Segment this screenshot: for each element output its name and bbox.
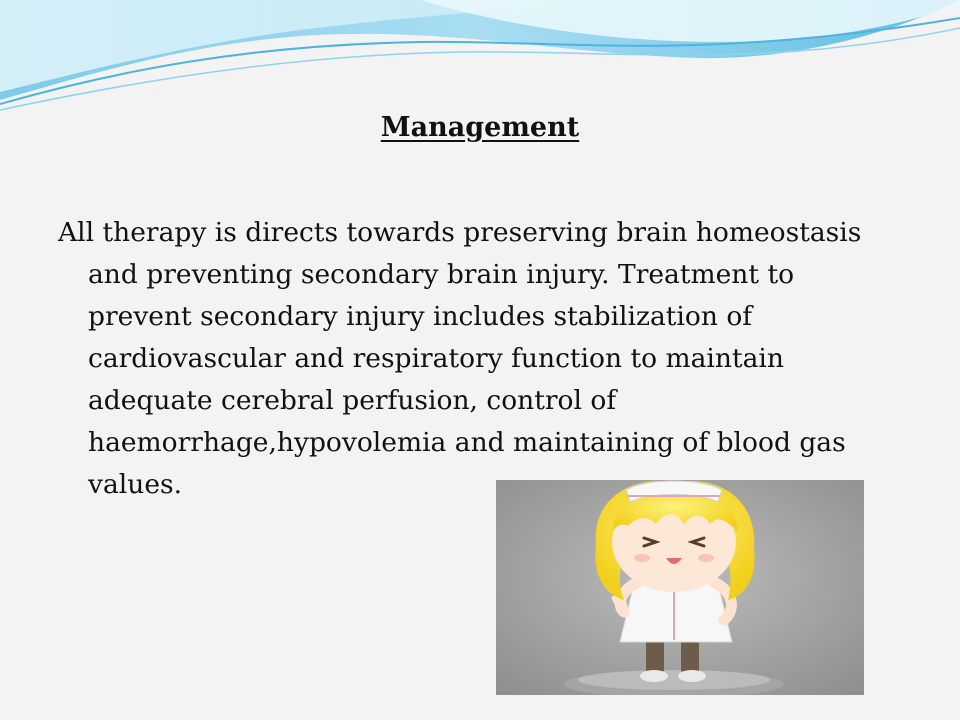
body-paragraph: All therapy is directs towards preserving brain homeostasis and preventing secondary brain injury. Treatment to prevent secondary injury includes stabilization of cardiovascular and respiratory function to maintain adequate cerebral perfusion, control of haemorrhage,hypovolemia and maintaining of blood gas values. <box>58 217 862 500</box>
header-wave-decoration <box>0 0 960 130</box>
nurse-figurine-photo <box>496 480 864 695</box>
nurse-figurine-icon <box>496 480 864 695</box>
slide-title: Management <box>380 112 580 143</box>
